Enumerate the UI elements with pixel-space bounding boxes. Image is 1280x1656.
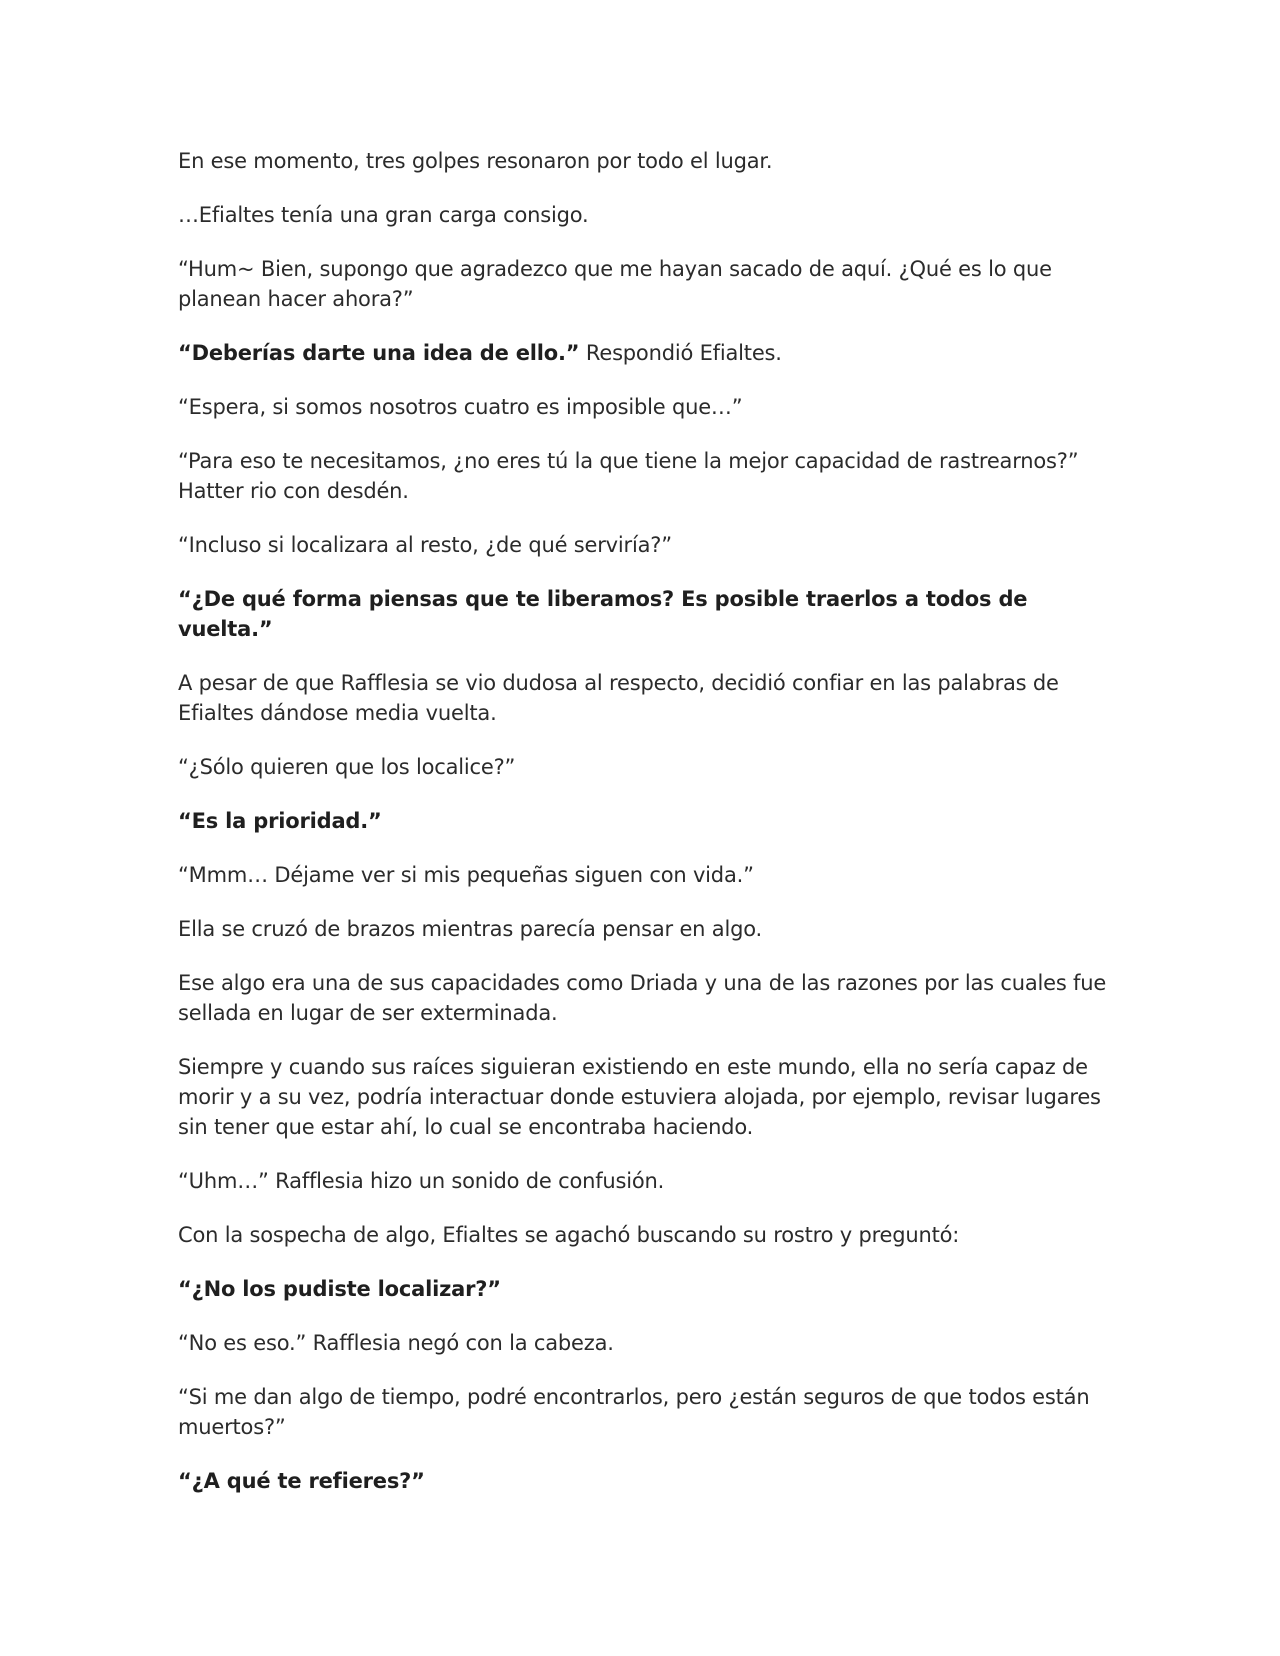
paragraph-11-bold: “Es la prioridad.”: [178, 809, 382, 833]
paragraph-14: [178, 968, 1108, 1028]
paragraph-7: [178, 530, 1108, 560]
paragraph-13-text: Ella se cruzó de brazos mientras parecía pensar en algo.: [178, 917, 762, 941]
paragraph-16: [178, 1166, 1108, 1196]
paragraph-16-text: “Uhm…” Rafflesia hizo un sonido de confusión.: [178, 1169, 665, 1193]
paragraph-21-bold: “¿A qué te refieres?”: [178, 1469, 425, 1493]
paragraph-4-bold: “Deberías darte una idea de ello.”: [178, 341, 580, 365]
paragraph-8: [178, 584, 1108, 644]
paragraph-4: [178, 338, 1108, 368]
document-body: [178, 146, 1108, 1520]
paragraph-1-text: En ese momento, tres golpes resonaron por todo el lugar.: [178, 149, 773, 173]
paragraph-18: [178, 1274, 1108, 1304]
paragraph-2-text: …Efialtes tenía una gran carga consigo.: [178, 203, 589, 227]
paragraph-14-text: Ese algo era una de sus capacidades como Driada y una de las razones por las cuales fue sellada en lugar de ser exterminada.: [178, 971, 1107, 1025]
paragraph-5: [178, 392, 1108, 422]
paragraph-15-text: Siempre y cuando sus raíces siguieran existiendo en este mundo, ella no sería capaz de morir y a su vez, podría interactuar donde estuviera alojada, por ejemplo, revisar lugares sin tener que estar ahí, lo cual se encontraba haciendo.: [178, 1055, 1101, 1139]
paragraph-13: [178, 914, 1108, 944]
paragraph-8-bold: “¿De qué forma piensas que te liberamos? Es posible traerlos a todos de vuelta.”: [178, 587, 1028, 641]
paragraph-20: [178, 1382, 1108, 1442]
paragraph-2: [178, 200, 1108, 230]
paragraph-19-text: “No es eso.” Rafflesia negó con la cabeza.: [178, 1331, 614, 1355]
paragraph-7-text: “Incluso si localizara al resto, ¿de qué serviría?”: [178, 533, 672, 557]
paragraph-6-text: “Para eso te necesitamos, ¿no eres tú la que tiene la mejor capacidad de rastrearnos?” Hatter rio con desdén.: [178, 449, 1079, 503]
paragraph-10: [178, 752, 1108, 782]
paragraph-4-text: Respondió Efialtes.: [579, 341, 782, 365]
paragraph-18-bold: “¿No los pudiste localizar?”: [178, 1277, 501, 1301]
paragraph-19: [178, 1328, 1108, 1358]
paragraph-12: [178, 860, 1108, 890]
paragraph-10-text: “¿Sólo quieren que los localice?”: [178, 755, 516, 779]
paragraph-11: [178, 806, 1108, 836]
paragraph-20-text: “Si me dan algo de tiempo, podré encontrarlos, pero ¿están seguros de que todos están muertos?”: [178, 1385, 1090, 1439]
paragraph-5-text: “Espera, si somos nosotros cuatro es imposible que…”: [178, 395, 743, 419]
paragraph-6: [178, 446, 1108, 506]
paragraph-12-text: “Mmm… Déjame ver si mis pequeñas siguen con vida.”: [178, 863, 754, 887]
paragraph-1: [178, 146, 1108, 176]
paragraph-17: [178, 1220, 1108, 1250]
paragraph-3-text: “Hum~ Bien, supongo que agradezco que me hayan sacado de aquí. ¿Qué es lo que planean hacer ahora?”: [178, 257, 1052, 311]
paragraph-3: [178, 254, 1108, 314]
paragraph-15: [178, 1052, 1108, 1142]
paragraph-9: [178, 668, 1108, 728]
paragraph-9-text: A pesar de que Rafflesia se vio dudosa al respecto, decidió confiar en las palabras de Efialtes dándose media vuelta.: [178, 671, 1059, 725]
paragraph-17-text: Con la sospecha de algo, Efialtes se agachó buscando su rostro y preguntó:: [178, 1223, 960, 1247]
paragraph-21: [178, 1466, 1108, 1496]
